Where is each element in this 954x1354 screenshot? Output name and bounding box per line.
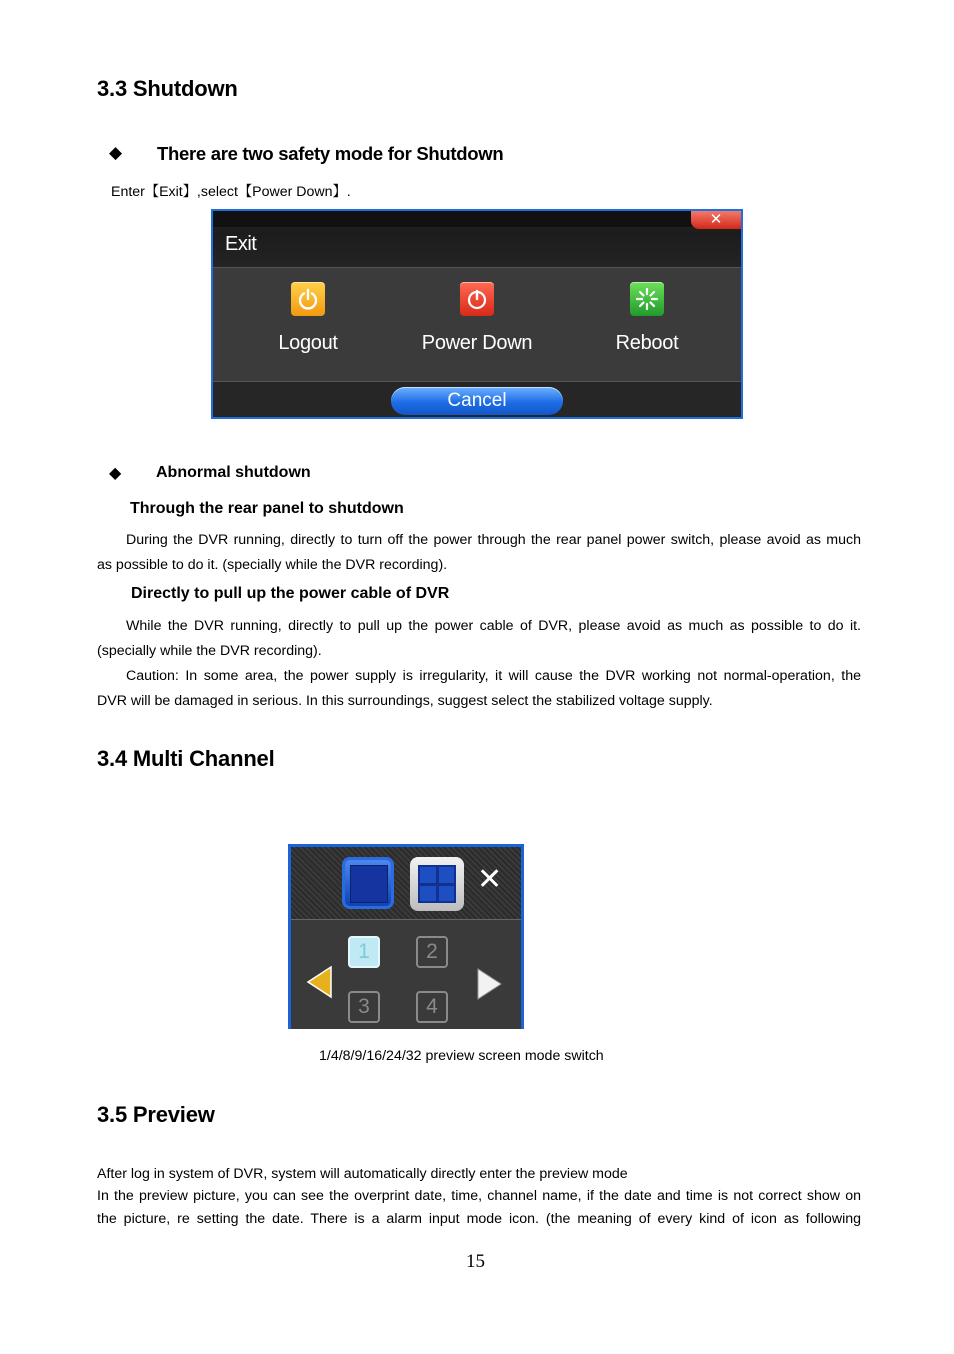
power-icon	[291, 282, 325, 316]
quad-view-button[interactable]	[410, 857, 464, 911]
arrow-right-icon[interactable]	[476, 967, 504, 1006]
dialog-options	[213, 267, 741, 382]
paragraph-power-cable-line2: (specially while the DVR recording).	[97, 643, 322, 659]
channel-4-button[interactable]: 4	[416, 991, 448, 1023]
logout-label: Logout	[278, 332, 338, 354]
single-view-button[interactable]	[342, 857, 394, 909]
section-heading-multi-channel: 3.4 Multi Channel	[97, 746, 275, 771]
reboot-icon	[630, 282, 664, 316]
preview-paragraph-line3: the picture, re setting the date. There is a alarm input mode icon. (the meaning of every kind of icon as following	[97, 1211, 861, 1227]
section-heading-preview: 3.5 Preview	[97, 1102, 215, 1127]
bullet-safety-modes: There are two safety mode for Shutdown	[157, 143, 504, 164]
instruction-text: Enter【Exit】,select【Power Down】.	[111, 184, 351, 200]
reboot-label: Reboot	[615, 332, 679, 354]
reboot-option[interactable]	[567, 282, 727, 355]
power-icon	[460, 282, 494, 316]
cancel-button[interactable]: Cancel	[391, 387, 563, 415]
paragraph-power-cable-line1: While the DVR running, directly to pull up the power cable of DVR, please avoid as much as possible to do it.	[126, 618, 861, 634]
paragraph-caution-line2: DVR will be damaged in serious. In this surroundings, suggest select the stabilized voltage supply.	[97, 693, 713, 709]
multi-channel-widget	[288, 844, 524, 1029]
logout-option[interactable]	[228, 282, 388, 355]
page-number: 15	[466, 1251, 485, 1272]
dialog-title: Exit	[225, 233, 257, 255]
subheading-power-cable: Directly to pull up the power cable of DVR	[131, 585, 450, 602]
close-icon[interactable]: ✕	[477, 863, 503, 896]
exit-dialog	[211, 209, 743, 419]
power-down-label: Power Down	[421, 332, 533, 354]
paragraph-caution-line1: Caution: In some area, the power supply is irregularity, it will cause the DVR working not normal-operation, the	[126, 668, 861, 684]
dialog-titlebar	[213, 211, 741, 267]
subheading-rear-panel: Through the rear panel to shutdown	[130, 500, 404, 517]
channel-1-button[interactable]: 1	[348, 936, 380, 968]
paragraph-rear-panel-line2: as possible to do it. (specially while the DVR recording).	[97, 557, 448, 573]
paragraph-rear-panel-line1: During the DVR running, directly to turn off the power through the rear panel power switch, please avoid as much	[126, 532, 861, 548]
multi-channel-caption: 1/4/8/9/16/24/32 preview screen mode switch	[319, 1048, 604, 1064]
power-down-option[interactable]	[397, 282, 557, 355]
channel-3-button[interactable]: 3	[348, 991, 380, 1023]
preview-paragraph-line1: After log in system of DVR, system will automatically directly enter the preview mode	[97, 1166, 628, 1182]
channel-2-button[interactable]: 2	[416, 936, 448, 968]
close-button[interactable]: ✕	[691, 211, 741, 229]
dialog-footer	[213, 381, 741, 419]
bullet-abnormal-shutdown: Abnormal shutdown	[156, 464, 311, 481]
diamond-bullet-icon: ◆	[109, 143, 123, 162]
section-heading-shutdown: 3.3 Shutdown	[97, 76, 238, 101]
diamond-bullet-icon: ◆	[109, 465, 122, 482]
arrow-left-icon[interactable]	[305, 965, 333, 1004]
preview-paragraph-line2: In the preview picture, you can see the overprint date, time, channel name, if the date and time is not correct show on	[97, 1188, 861, 1204]
